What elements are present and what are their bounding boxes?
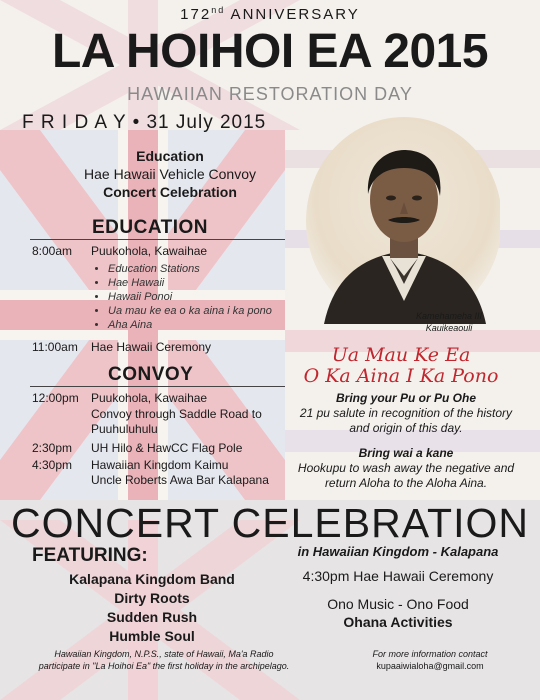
education-bullets — [94, 262, 304, 332]
band-2: Dirty Roots — [114, 590, 190, 606]
list-item: • Education Stations — [108, 262, 304, 276]
pu-heading: Bring your Pu or Pu Ohe — [335, 391, 476, 405]
education-heading: EDUCATION — [92, 217, 209, 238]
event-subtitle: HAWAIIAN RESTORATION DAY — [127, 84, 413, 104]
concert-heading: CONCERT CELEBRATION — [11, 500, 529, 546]
convoy-row-1 — [32, 391, 207, 406]
band-1: Kalapana Kingdom Band — [69, 571, 235, 587]
anniversary-suffix: nd — [211, 5, 226, 15]
list-item: • Ua mau ke ea o ka aina i ka pono — [108, 304, 304, 318]
place: Hawaiian Kingdom Kaimu — [91, 458, 229, 472]
wai-heading: Bring wai a kane — [358, 446, 454, 460]
time: 8:00am — [32, 244, 73, 258]
list-item: • Aha Aina — [108, 318, 304, 332]
intro-education: Education — [136, 148, 204, 164]
place: UH Hilo & HawCC Flag Pole — [91, 441, 243, 455]
place: Puukohola, Kawaihae — [91, 244, 208, 258]
portrait-caption-1: Kamehameha III — [415, 311, 483, 321]
concert-activities: Ohana Activities — [343, 614, 453, 630]
intro-convoy: Hae Hawaii Vehicle Convoy — [84, 166, 256, 182]
featuring-label: FEATURING: — [32, 545, 148, 566]
convoy-route-1: Convoy through Saddle Road to — [91, 407, 262, 421]
time: 4:30pm — [32, 458, 73, 472]
pu-text: 21 pu salute in recognition of the history and origin of this day. — [299, 406, 513, 435]
time: 2:30pm — [32, 441, 73, 455]
band-3: Sudden Rush — [106, 609, 198, 625]
event-title: LA HOIHOI EA 2015 — [51, 25, 489, 78]
place: Puukohola, Kawaihae — [91, 391, 208, 405]
education-row-2 — [32, 340, 211, 355]
concert-food: Ono Music - Ono Food — [327, 596, 469, 612]
convoy-heading: CONVOY — [108, 364, 194, 385]
anniversary-text: ANNIVERSARY — [225, 6, 360, 23]
wai-text: Hookupu to wash away the negative and return Aloha to the Aloha Aina. — [297, 461, 515, 490]
convoy-route-2: Puuhuluhulu — [91, 422, 158, 436]
band-4: Humble Soul — [109, 628, 195, 644]
divider — [30, 239, 285, 240]
footer-left-2: participate in "La Hoihoi Ea" the first holiday in the archipelago. — [38, 661, 290, 671]
motto-line-1: Ua Mau Ke Ea — [331, 344, 471, 366]
list-item: • Hae Hawaii — [108, 276, 304, 290]
portrait-caption-2: Kauikeaouli — [425, 323, 473, 333]
event-date: F R I D A Y • 31 July 2015 — [22, 112, 267, 133]
concert-location: in Hawaiian Kingdom - Kalapana — [297, 544, 499, 559]
intro-concert: Concert Celebration — [103, 184, 237, 200]
portrait — [304, 116, 500, 324]
contact-email: kupaaiwialoha@gmail.com — [376, 661, 484, 671]
concert-ceremony: 4:30pm Hae Hawaii Ceremony — [302, 568, 494, 584]
anniversary-number: 172 — [180, 6, 212, 23]
place: Hae Hawaii Ceremony — [91, 340, 212, 354]
anniversary-line — [0, 5, 540, 23]
convoy-row-2 — [32, 441, 242, 456]
footer-right-1: For more information contact — [372, 649, 488, 659]
list-item: • Hawaii Ponoi — [108, 290, 304, 304]
time: 12:00pm — [32, 391, 79, 405]
convoy-row-3 — [32, 458, 228, 473]
portrait-image — [304, 116, 500, 324]
divider — [30, 386, 285, 387]
footer-left-1: Hawaiian Kingdom, N.P.S., state of Hawaii, Ma'a Radio — [54, 649, 274, 659]
motto-line-2: O Ka Aina I Ka Pono — [303, 365, 499, 387]
education-row-1 — [32, 244, 207, 259]
time: 11:00am — [32, 340, 78, 354]
convoy-row-3b: Uncle Roberts Awa Bar Kalapana — [91, 473, 269, 487]
